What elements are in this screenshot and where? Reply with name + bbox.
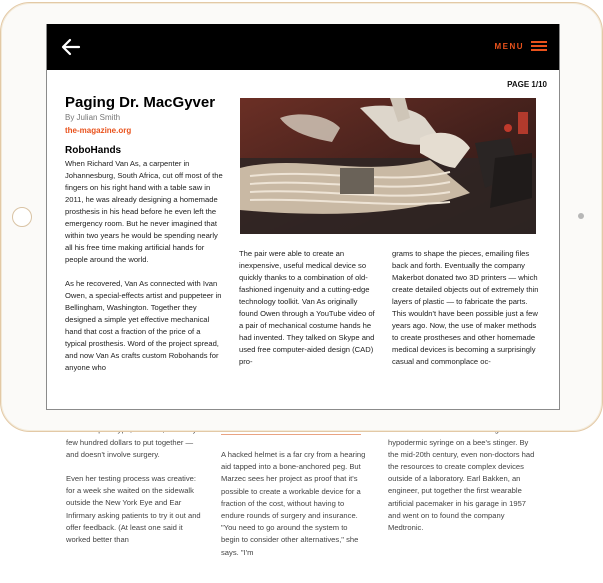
background-col3-text: hypodermic syringe on a bee's stinger. By the mid-20th century, even non-doctors had the resources to create complex devices outside of a laboratory. Earl Bakken, an engineer, put together the first wearable artificial pacemaker in his garage in 1957 and went on to found the company Medtronic.	[388, 437, 535, 533]
page-indicator: PAGE 1/10	[507, 80, 547, 89]
menu-label: MENU	[494, 41, 524, 51]
source-link[interactable]: the-magazine.org	[65, 126, 132, 135]
top-bar	[47, 24, 559, 70]
article-column-2: The pair were able to create an inexpensive, useful medical device so quickly thanks to a combination of old-fashioned ingenuity and a cutting-edge technology toolkit. Van As originally found Owen through a YouTube video of a pair of mechanical costume hands he had invented. They talked on Skype and used free computer-aided design (CAD) pro-	[239, 249, 375, 366]
section-heading: RoboHands	[65, 145, 122, 156]
article-byline: By Julian Smith	[65, 113, 121, 122]
background-col1-text-b: Even her testing process was creative: for a week she waited on the sidewalk outside the New York Eye and Ear Infirmary asking patients to try it out and offer feedback. (At least one said it worked better than	[66, 474, 201, 545]
article-column-3: grams to shape the pieces, emailing files back and forth. Eventually the company Makerbot donated two 3D printers — which create detailed objects out of extremely thin layers of plastic — to fabricate the parts. This wouldn't have been possible just a few years ago. Now, the use of maker methods to create prostheses and other homemade medical devices is becoming a surprisingly casual and commonplace oc-	[392, 249, 539, 366]
background-col1-text-a: few hundred dollars to put together — and doesn't involve surgery.	[66, 437, 194, 459]
article-title: Paging Dr. MacGyver	[65, 94, 216, 111]
pull-quote-rule	[221, 434, 361, 435]
back-arrow-icon[interactable]	[61, 38, 81, 56]
robohand-photo-illustration	[240, 98, 536, 234]
hamburger-menu-icon	[531, 41, 547, 51]
article-paragraph-1: When Richard Van As, a carpenter in Johannesburg, South Africa, cut off most of the fingers on his right hand with a table saw in 2011, he was already designing a homemade prosthesis in his head before he even left the emergency room. But he never imagined that within two years he would be spending nearly all his free time making artificial hands for people around the world.	[65, 159, 223, 264]
article-paragraph-2: As he recovered, Van As connected with Ivan Owen, a special-effects artist and puppeteer in Bellingham, Washington. Together they designed a simple yet effective mechanical hand that cost a fraction of the price of a typical prosthesis. Word of the project spread, and now Van As crafts custom Robohands for anyone who	[65, 279, 222, 372]
reader-screen	[46, 24, 560, 410]
robohand-photo	[240, 98, 536, 234]
home-button-icon[interactable]	[12, 207, 32, 227]
article-column-1	[65, 94, 223, 374]
camera-icon	[578, 213, 584, 219]
background-col2-text: A hacked helmet is a far cry from a hearing aid tapped into a bone-anchored peg. But Marzec sees her project as proof that it's possible to create a workable device for a fraction of the cost, without having to endure rounds of surgery and insurance. "You need to go around the system to begin to consider other alternatives," she says. "I'm	[221, 450, 366, 557]
menu-button[interactable]	[494, 41, 547, 51]
